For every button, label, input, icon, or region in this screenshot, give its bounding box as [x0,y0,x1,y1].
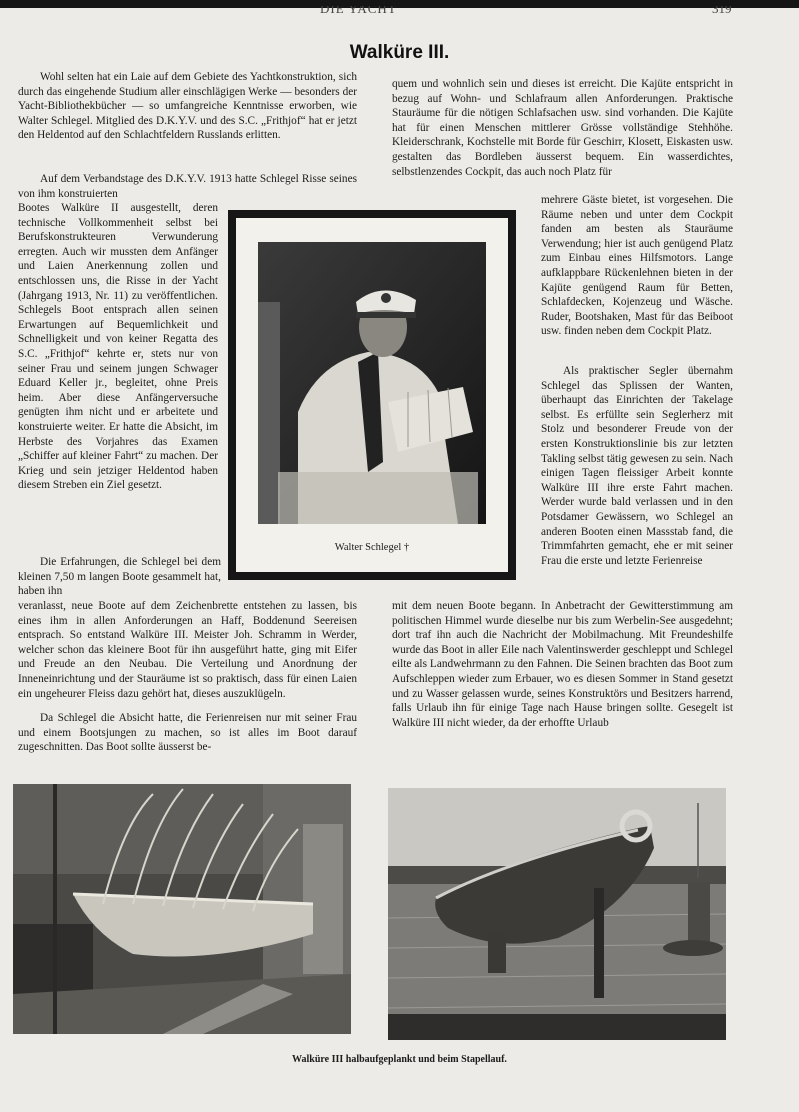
paragraph-cockpit: mehrere Gäste bietet, ist vorgesehen. Die Räume neben und unter dem Cockpit fanden am besten als Stauräume Verwendung; hier ist auch genügend Platz zum Einbau eines Hilfsmotors. Lange aufklappbare Rückenlehnen bieten in der Kajüte genügend Raum für Betten, Schlafdecken, Kojenzeug und Wäsche. Ruder, Bootshaken, Mast für das Beiboot usw. finden neben dem Cockpit Platz. [541,194,733,338]
running-header: DIE YACHT [320,6,397,16]
page-top-border [0,0,799,8]
paragraph-neubau: veranlasst, neue Boote auf dem Zeichenbrette entstehen zu lassen, bis eines ihm in allen Anforderungen an Haff, Boddenund Seereisen entsprach. So entstand Walküre III. Meister Joh. Schramm in Werder, welcher schon das kleinere Boot für ihn ausgeführt hatte, ging mit Eifer und Freude an den Neubau. Die Verteilung und Anordnung der Inneneinrichtung und der Stauräume ist so praktisch, dass für einen Laien ein ungeheurer Fleiss dazu gehört hat, dieses auszuklügeln. [18,600,357,700]
paragraph-kajuete: quem und wohnlich sein und dieses ist erreicht. Die Kajüte entspricht in bezug auf Wohn- und Schlafraum allen Anforderungen. Praktische Stauräume für die nötigen Schlafsachen usw. sind vorhanden. Die Kajüte hat für einen Menschen mittlerer Grösse vollständige Stehhöhe. Kleiderschrank, Kochstelle mit Borde für Geschirr, Klosett, Eiskasten usw. gestalten das Bordleben äusserst bequem. Ein wasserdichtes, selbstlenzendes Cockpit, das auch noch Platz für [392,78,733,178]
photo-boat-launch [388,788,726,1040]
paragraph-intro: Wohl selten hat ein Laie auf dem Gebiete des Yachtkonstruktion, sich durch das eingehende Studium aller einschlägigen Werke — besonders der Yacht-Bibliothekbücher — so umfangreiche Kenntnisse erworben, wie Walter Schlegel. Mitglied des D.K.Y.V. und des S.C. „Frithjof“ hat er jetzt den Heldentod auf den Schlachtfeldern Russlands erlitten. [18,71,357,142]
paragraph-walkure-ii: Bootes Walküre II ausgestellt, deren technische Vollkommenheit selbst bei Berufskonstrukteuren Verwunderung erregten. Auch wir mussten dem Anfänger und Laien Anerkennung zollen und entschlossen uns, die Risse in der Yacht (Jahrgang 1913, Nr. 11) zu veröffentlichen. Schlegels Boot entsprach allen seinen Erwartungen auf Bequemlichkeit und Schnelligkeit und von keiner Regatta des S.C. „Frithjof“ kehrte er, stets nur von seiner Frau und seinem jungen Schwager Eduard Keller jr., begleitet, ohne Preis heim. Aber diese Anfängerversuche genügten ihm nicht und er arbeitete und konstruierte weiter. Er hatte die Absicht, im Herbste des Vorjahres das Examen „Schiffer auf kleiner Fahrt“ zu machen. Der Krieg und sein jetziger Heldentod haben diesem Streben ein Ziel gesetzt. [18,202,218,492]
paragraph-takelage: Als praktischer Segler übernahm Schlegel das Splissen der Wanten, überhaupt das Einrichten der Takelage selbst. Es erfüllte sein Seglerherz mit Stolz und besonderer Freude von der ersten Konstruktionslinie bis zur letzten Takling selbst tätig gewesen zu sein. Nach einigen Tagen fleissiger Arbeit konnte Walküre III ihre erste Fahrt machen. Werder wurde bald verlassen und in den Potsdamer Gewässern, wo Schlegel an anderen Booten einen Massstab fand, die Trimmfahrten gemacht, ehe er mit seiner Frau die erste und letzte Ferienreise [541,365,733,567]
portrait-photo [258,242,486,524]
page-number: 319 [712,6,732,16]
article-title: Walküre III. [349,42,450,63]
paragraph-mobilmachung: mit dem neuen Boote begann. In Anbetracht der Gewitterstimmung am politischen Himmel wurde dieselbe nur bis zum Werbelin-See ausgedehnt; dort traf ihn auch die Nachricht der Mobilmachung. Mit Freundeshilfe wurde das Boot in aller Eile nach Valentinswerder geschleppt und Schlegel eilte als Landwehrmann zu den Fahnen. Die Seinen brachten das Boot zum Aufschleppen wieder zum Erbauer, wo es diesen Sommer in Stand gesetzt und zu Wasser gelassen wurde, seines Konstruktörs und Besitzers harrend, falls Urlaub ihn für einige Tage nach Hause bringen sollte. Gesegelt ist Walküre III nicht wieder, da der erhoffte Urlaub [392,600,733,729]
paragraph-verbandstag: Auf dem Verbandstage des D.K.Y.V. 1913 hatte Schlegel Risse seines von ihm konstruierten [18,173,357,200]
paragraph-erfahrungen: Die Erfahrungen, die Schlegel bei dem kleinen 7,50 m langen Boote gesammelt hat, haben ihn [18,556,221,598]
bottom-photos-caption: Walküre III halbaufgeplankt und beim Stapellauf. [292,1054,507,1065]
paragraph-ferienreisen: Da Schlegel die Absicht hatte, die Ferienreisen nur mit seiner Frau und einem Bootsjungen zu machen, so ist alles im Boot darauf zugeschnitten. Das Boot sollte äusserst be- [18,712,357,754]
photo-boat-construction [13,784,351,1034]
portrait-caption: Walter Schlegel † [334,542,410,553]
